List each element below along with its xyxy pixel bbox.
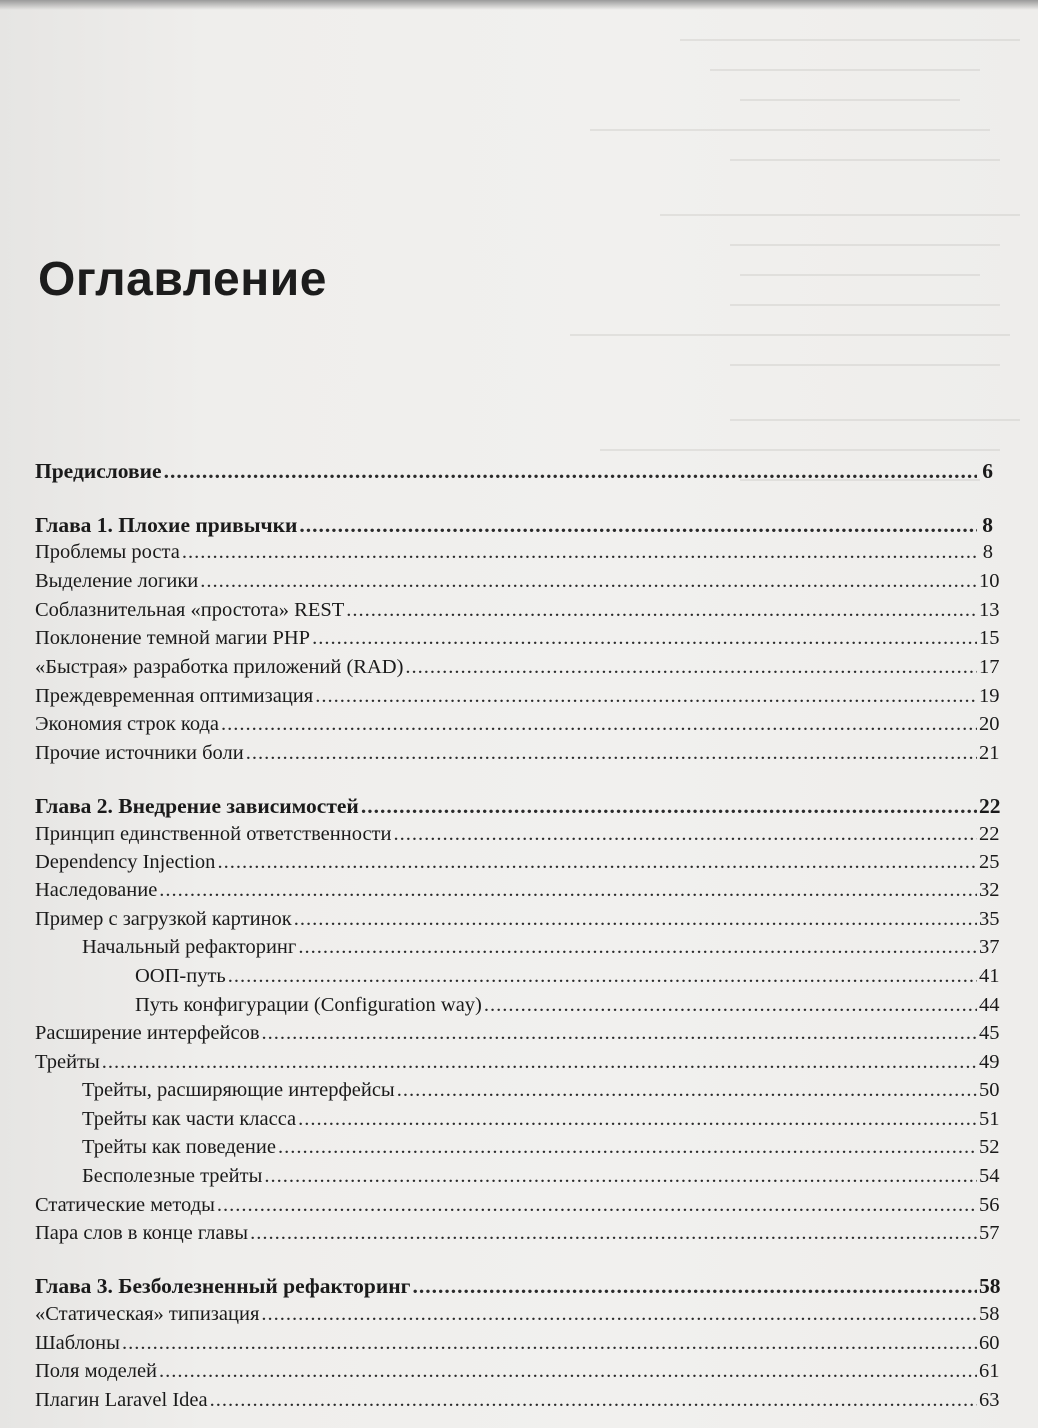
toc-entry-label: Глава 2. Внедрение зависимостей: [35, 794, 359, 818]
toc-entry-label: Путь конфигурации (Configuration way): [135, 994, 482, 1016]
toc-entry-label: ООП-путь: [135, 965, 226, 987]
toc-entry-label: Трейты как части класса: [82, 1108, 297, 1130]
toc-entry: [35, 1192, 1000, 1220]
toc-page-number: 21: [979, 742, 1000, 764]
toc-entry-label: Пара слов в конце главы: [35, 1222, 249, 1244]
toc-leader-dots: [210, 1387, 977, 1413]
toc-chapter-entry: [35, 458, 993, 486]
page-top-edge: [0, 0, 1038, 10]
toc-entry-label: Глава 3. Безболезненный рефакторинг: [35, 1274, 411, 1298]
toc-entry: [35, 1358, 1000, 1386]
toc-entry-label: Глава 1. Плохие привычки: [35, 513, 298, 537]
toc-entry-label: Принцип единственной ответственности: [35, 823, 392, 845]
toc-entry-label: Начальный рефакторинг: [82, 936, 297, 958]
toc-page-number: 25: [979, 851, 1000, 873]
toc-entry: [35, 1220, 1000, 1248]
toc-leader-dots: [294, 906, 977, 932]
toc-leader-dots: [298, 1106, 977, 1132]
toc-page-number: 15: [979, 627, 1000, 649]
toc-entry-label: Dependency Injection: [35, 851, 216, 873]
toc-entry: [35, 1077, 1000, 1105]
toc-leader-dots: [405, 654, 977, 680]
toc-entry-label: Бесполезные трейты: [82, 1165, 263, 1187]
toc-page-number: 49: [979, 1051, 1000, 1073]
toc-page-number: 61: [979, 1360, 1000, 1382]
toc-entry: [35, 1106, 1000, 1134]
toc-page-number: 22: [979, 794, 1001, 818]
toc-entry-label: Шаблоны: [35, 1332, 120, 1354]
toc-entry-label: Расширение интерфейсов: [35, 1022, 260, 1044]
toc-page-number: 6: [982, 459, 993, 483]
toc-leader-dots: [102, 1049, 977, 1075]
toc-page-number: 35: [979, 908, 1000, 930]
toc-entry: [35, 1301, 1000, 1329]
toc-leader-dots: [246, 740, 977, 766]
toc-leader-dots: [299, 512, 977, 538]
toc-entry: [35, 625, 1000, 653]
toc-page-number: 8: [982, 513, 993, 537]
toc-page-number: 8: [982, 541, 993, 563]
toc-entry: [35, 934, 1000, 962]
toc-leader-dots: [122, 1330, 977, 1356]
toc-leader-dots: [412, 1273, 977, 1299]
toc-entry-label: Поклонение темной магии PHP: [35, 627, 311, 649]
toc-page-number: 13: [979, 599, 1000, 621]
toc-entry: [35, 963, 1000, 991]
toc-entry: [35, 597, 1000, 625]
toc-leader-dots: [361, 793, 977, 819]
toc-leader-dots: [394, 821, 978, 847]
toc-page-number: 22: [979, 823, 1000, 845]
toc-entry: [35, 992, 1000, 1020]
toc-page-number: 60: [979, 1332, 1000, 1354]
toc-leader-dots: [484, 992, 977, 1018]
toc-page-number: 20: [979, 713, 1000, 735]
toc-leader-dots: [159, 877, 977, 903]
toc-leader-dots: [397, 1077, 977, 1103]
toc-page-number: 32: [979, 879, 1000, 901]
toc-leader-dots: [159, 1358, 977, 1384]
toc-page-number: 37: [979, 936, 1000, 958]
toc-leader-dots: [228, 963, 977, 989]
toc-leader-dots: [315, 683, 977, 709]
toc-entry: [35, 740, 1000, 768]
toc-entry: [35, 654, 1000, 682]
toc-page-number: 45: [979, 1022, 1000, 1044]
toc-page-number: 50: [979, 1079, 1000, 1101]
toc-leader-dots: [217, 849, 977, 875]
toc-leader-dots: [200, 568, 977, 594]
toc-entry-label: Плагин Laravel Idea: [35, 1389, 208, 1411]
toc-leader-dots: [278, 1134, 977, 1160]
toc-page-number: 57: [979, 1222, 1000, 1244]
toc-page-number: 10: [979, 570, 1000, 592]
toc-leader-dots: [164, 458, 977, 484]
toc-leader-dots: [298, 934, 977, 960]
toc-entry: [35, 1134, 1000, 1162]
toc-page-number: 44: [979, 994, 1000, 1016]
toc-entry-label: Предисловие: [35, 459, 162, 483]
toc-leader-dots: [261, 1301, 977, 1327]
toc-entry: [35, 849, 1000, 877]
toc-entry: [35, 877, 1000, 905]
toc-entry-label: Выделение логики: [35, 570, 199, 592]
toc-entry: [35, 1163, 1000, 1191]
toc-entry-label: Трейты, расширяющие интерфейсы: [82, 1079, 395, 1101]
toc-chapter-entry: [35, 1273, 1001, 1301]
toc-entry-label: Проблемы роста: [35, 541, 180, 563]
toc-entry-label: Прочие источники боли: [35, 742, 244, 764]
toc-entry-label: Трейты: [35, 1051, 100, 1073]
toc-entry: [35, 1387, 1000, 1415]
toc-entry-label: Пример с загрузкой картинок: [35, 908, 292, 930]
toc-page-number: 41: [979, 965, 1000, 987]
toc-entry: [35, 1330, 1000, 1358]
toc-leader-dots: [221, 711, 977, 737]
toc-chapter-entry: [35, 512, 993, 540]
toc-chapter-entry: [35, 793, 1001, 821]
toc-entry-label: «Статическая» типизация: [35, 1303, 260, 1325]
toc-entry: [35, 906, 1000, 934]
toc-entry: [35, 1049, 1000, 1077]
toc-leader-dots: [250, 1220, 977, 1246]
toc-page-number: 17: [979, 656, 1000, 678]
toc-leader-dots: [262, 1020, 978, 1046]
toc-leader-dots: [312, 625, 977, 651]
toc-leader-dots: [264, 1163, 977, 1189]
toc-page-number: 63: [979, 1389, 1000, 1411]
toc-page-number: 56: [979, 1194, 1000, 1216]
toc-entry-label: Наследование: [35, 879, 158, 901]
toc-page-number: 19: [979, 685, 1000, 707]
toc-entry-label: Трейты как поведение: [82, 1136, 276, 1158]
toc-entry: [35, 821, 1000, 849]
toc-page-number: 52: [979, 1136, 1000, 1158]
toc-leader-dots: [182, 539, 977, 565]
toc-entry-label: Соблазнительная «простота» REST: [35, 599, 345, 621]
toc-leader-dots: [217, 1192, 977, 1218]
toc-entry-label: Поля моделей: [35, 1360, 158, 1382]
toc-page-number: 58: [979, 1274, 1001, 1298]
toc-leader-dots: [346, 597, 977, 623]
page-title: Оглавление: [38, 253, 327, 306]
toc-entry-label: Преждевременная оптимизация: [35, 685, 314, 707]
toc-entry: [35, 568, 1000, 596]
toc-page-number: 58: [979, 1303, 1000, 1325]
toc-entry: [35, 539, 993, 567]
toc-entry: [35, 711, 1000, 739]
toc-entry: [35, 683, 1000, 711]
toc-entry-label: Экономия строк кода: [35, 713, 220, 735]
toc-page-number: 54: [979, 1165, 1000, 1187]
toc-page-number: 51: [979, 1108, 1000, 1130]
toc-entry-label: Статические методы: [35, 1194, 215, 1216]
toc-entry-label: «Быстрая» разработка приложений (RAD): [35, 656, 404, 678]
toc-entry: [35, 1020, 1000, 1048]
